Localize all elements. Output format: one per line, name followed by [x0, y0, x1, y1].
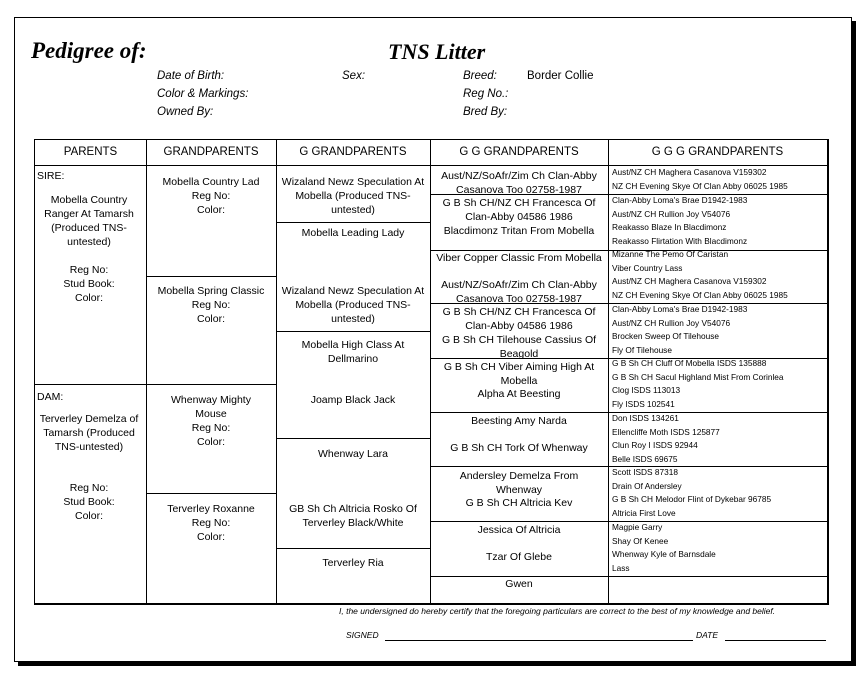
sex-label: Sex:: [342, 70, 366, 82]
ggg-grandparent-11: Clan-Abby Loma's Brae D1942-1983: [612, 304, 748, 314]
g-grandparent-7: GB Sh Ch Altricia Rosko Of Terverley Black/White: [289, 503, 417, 529]
certification-text: I, the undersigned do hereby certify that the foregoing particulars are correct to the best of my knowledge and belief.: [339, 606, 776, 616]
gg-grandparent-11: G B Sh CH Tork Of Whenway: [450, 442, 588, 454]
gg-grandparent-6: G B Sh CH/NZ CH Francesca Of Clan-Abby 04586 1986: [442, 306, 596, 332]
bred-by-label: Bred By:: [463, 106, 508, 118]
ggg-grandparent-6: Reakasso Flirtation With Blacdimonz: [612, 236, 748, 246]
signed-label: SIGNED: [346, 630, 379, 640]
grandparent-2-reg: Reg No:: [191, 299, 231, 311]
ggg-grandparent-28: Shay Of Kenee: [612, 536, 669, 546]
grandparent-4: Terverley Roxanne: [167, 503, 255, 515]
grandparent-4-color: Color:: [196, 531, 225, 543]
owned-by-label: Owned By:: [157, 106, 214, 118]
ggg-grandparent-18: Fly ISDS 102541: [612, 399, 675, 409]
col-header-ggg-grandparents: G G G GRANDPARENTS: [651, 146, 784, 158]
ggg-grandparent-17: Clog ISDS 113013: [612, 385, 681, 395]
ggg-grandparent-22: Belle ISDS 69675: [612, 454, 678, 464]
gg-grandparent-15: Tzar Of Glebe: [486, 551, 552, 563]
ggg-grandparent-2: NZ CH Evening Skye Of Clan Abby 06025 1985: [612, 181, 788, 191]
ggg-grandparent-15: G B Sh CH Cluff Of Mobella ISDS 135888: [612, 358, 767, 368]
gg-grandparent-1: Aust/NZ/SoAfr/Zim Ch Clan-Abby Casanova Too 02758-1987: [441, 170, 597, 196]
col-header-g-grandparents: G GRANDPARENTS: [299, 146, 407, 158]
ggg-grandparent-13: Brocken Sweep Of Tilehouse: [612, 331, 719, 341]
grandparent-2-color: Color:: [196, 313, 225, 325]
g-grandparent-3: Wizaland Newz Speculation At Mobella (Produced TNS-untested): [281, 285, 425, 325]
col-header-grandparents: GRANDPARENTS: [163, 146, 259, 158]
ggg-grandparent-10: NZ CH Evening Skye Of Clan Abby 06025 1985: [612, 290, 788, 300]
ggg-grandparent-25: G B Sh CH Melodor Flint of Dykebar 96785: [612, 494, 772, 504]
grandparent-1: Mobella Country Lad: [162, 176, 260, 188]
grandparent-1-color: Color:: [196, 204, 225, 216]
dam-color: Color:: [74, 510, 103, 522]
date-line[interactable]: [725, 640, 826, 641]
gg-grandparent-10: Beesting Amy Narda: [471, 415, 567, 427]
ggg-grandparent-24: Drain Of Andersley: [612, 481, 682, 491]
reg-no-label: Reg No.:: [463, 88, 509, 100]
ggg-grandparent-12: Aust/NZ CH Rullion Joy V54076: [612, 318, 731, 328]
dam-reg-no: Reg No:: [69, 482, 109, 494]
gg-grandparent-3: Blacdimonz Tritan From Mobella: [443, 225, 595, 237]
g-grandparent-8: Terverley Ria: [322, 557, 384, 569]
ggg-grandparent-14: Fly Of Tilehouse: [612, 345, 672, 355]
ggg-grandparent-1: Aust/NZ CH Maghera Casanova V159302: [612, 167, 767, 177]
pedigree-table: [34, 139, 829, 605]
litter-name: TNS Litter: [388, 39, 486, 64]
ggg-grandparent-16: G B Sh CH Sacul Highland Mist From Corinlea: [612, 372, 784, 382]
ggg-grandparent-19: Don ISDS 134261: [612, 413, 679, 423]
gg-grandparent-12: Andersley Demelza From Whenway: [459, 470, 579, 496]
grandparent-1-reg: Reg No:: [191, 190, 231, 202]
g-grandparent-4: Mobella High Class At Dellmarino: [301, 339, 405, 365]
dam-label: DAM:: [37, 391, 64, 403]
gg-grandparent-14: Jessica Of Altricia: [477, 524, 561, 536]
gg-grandparent-8: G B Sh CH Viber Aiming High At Mobella: [443, 361, 595, 387]
ggg-grandparent-29: Whenway Kyle of Barnsdale: [612, 549, 716, 559]
ggg-grandparent-20: Ellencliffe Moth ISDS 125877: [612, 427, 720, 437]
g-grandparent-6: Whenway Lara: [317, 448, 389, 460]
ggg-grandparent-26: Altricia First Love: [612, 508, 676, 518]
ggg-grandparent-3: Clan-Abby Loma's Brae D1942-1983: [612, 195, 748, 205]
gg-grandparent-5: Aust/NZ/SoAfr/Zim Ch Clan-Abby Casanova Too 02758-1987: [441, 279, 597, 305]
pedigree-title: Pedigree of:: [31, 38, 147, 63]
ggg-grandparent-9: Aust/NZ CH Maghera Casanova V159302: [612, 276, 767, 286]
gg-grandparent-7: G B Sh CH Tilehouse Cassius Of Beagold: [441, 334, 597, 360]
breed-label: Breed:: [463, 70, 497, 82]
ggg-grandparent-4: Aust/NZ CH Rullion Joy V54076: [612, 209, 731, 219]
ggg-grandparent-5: Reakasso Blaze In Blacdimonz: [612, 222, 727, 232]
grandparent-3-color: Color:: [196, 436, 225, 448]
sire-color: Color:: [74, 292, 103, 304]
grandparent-4-reg: Reg No:: [191, 517, 231, 529]
date-label: DATE: [696, 630, 719, 640]
grandparent-2: Mobella Spring Classic: [157, 285, 265, 297]
ggg-grandparent-23: Scott ISDS 87318: [612, 467, 678, 477]
sire-stud-book: Stud Book:: [63, 278, 115, 290]
gg-grandparent-4: Viber Copper Classic From Mobella: [436, 252, 602, 264]
col-header-parents: PARENTS: [63, 146, 118, 158]
g-grandparent-5: Joamp Black Jack: [310, 394, 396, 406]
breed-value: Border Collie: [527, 70, 594, 82]
sire-label: SIRE:: [37, 170, 65, 182]
gg-grandparent-9: Alpha At Beesting: [477, 388, 561, 400]
signature-line[interactable]: [385, 640, 693, 641]
sire-name: Mobella Country Ranger At Tamarsh (Produced TNS-untested): [44, 194, 134, 248]
gg-grandparent-13: G B Sh CH Altricia Kev: [465, 497, 573, 509]
dam-stud-book: Stud Book:: [63, 496, 115, 508]
g-grandparent-1: Wizaland Newz Speculation At Mobella (Produced TNS-untested): [281, 176, 425, 216]
grandparent-3: Whenway Mighty Mouse: [171, 394, 251, 420]
gg-grandparent-16: Gwen: [505, 578, 533, 590]
dob-label: Date of Birth:: [157, 70, 225, 82]
ggg-grandparent-27: Magpie Garry: [612, 522, 663, 532]
col-header-gg-grandparents: G G GRANDPARENTS: [459, 146, 579, 158]
dam-name: Terverley Demelza of Tamarsh (Produced TNS-untested): [39, 413, 139, 453]
ggg-grandparent-30: Lass: [612, 563, 630, 573]
pedigree-page: [14, 17, 852, 662]
g-grandparent-2: Mobella Leading Lady: [301, 227, 405, 239]
color-markings-label: Color & Markings:: [157, 88, 249, 100]
gg-grandparent-2: G B Sh CH/NZ CH Francesca Of Clan-Abby 04586 1986: [442, 197, 596, 223]
ggg-grandparent-7: Mizanne The Pemo Of Caristan: [612, 249, 729, 259]
ggg-grandparent-21: Clun Roy I ISDS 92944: [612, 440, 698, 450]
sire-reg-no: Reg No:: [69, 264, 109, 276]
grandparent-3-reg: Reg No:: [191, 422, 231, 434]
ggg-grandparent-8: Viber Country Lass: [612, 263, 683, 273]
